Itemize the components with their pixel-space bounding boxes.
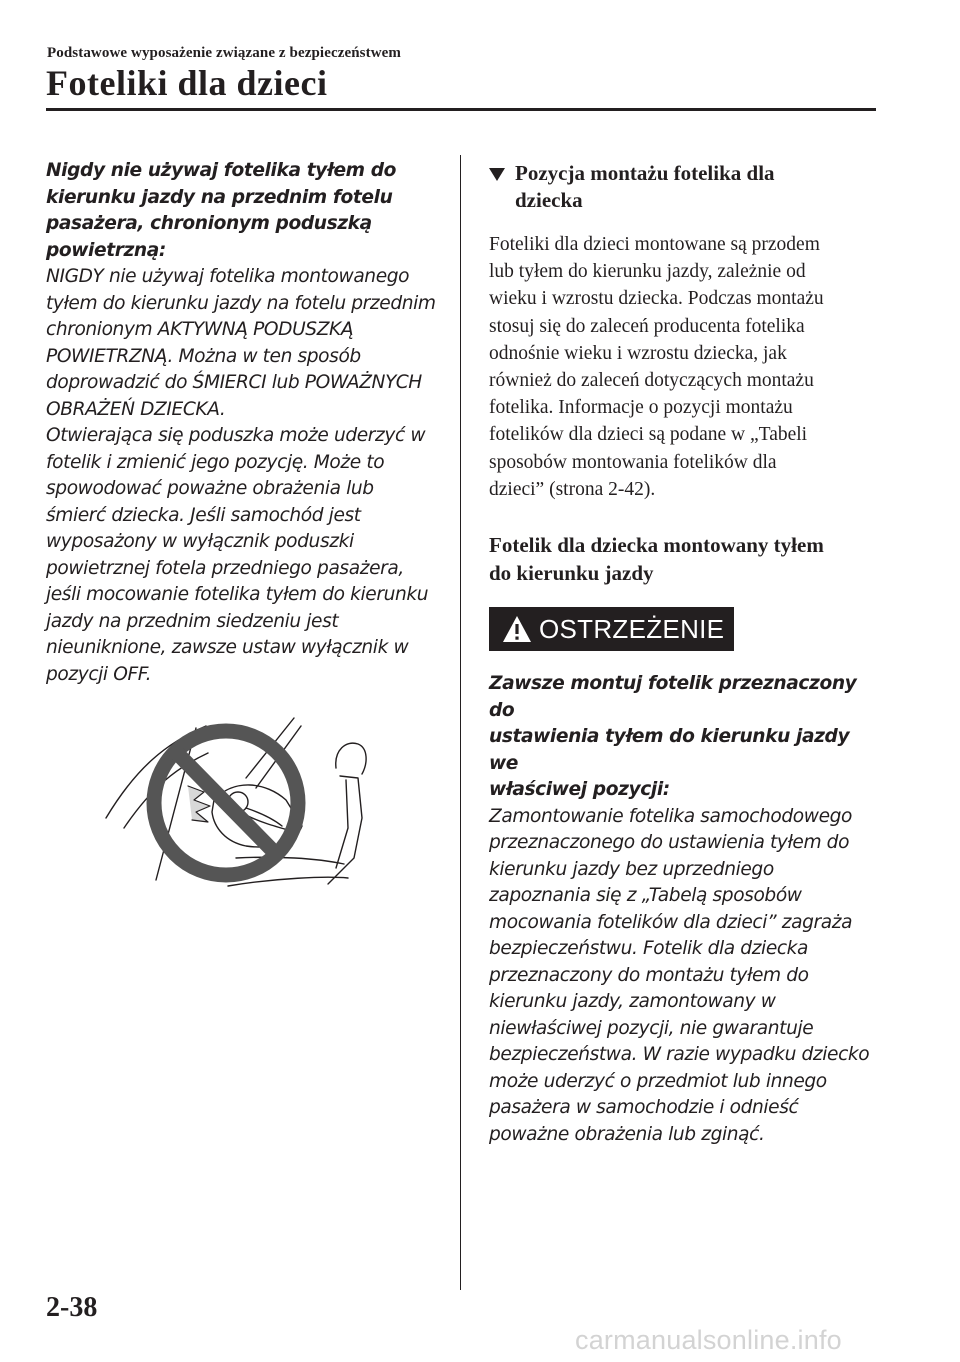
sub-heading xyxy=(489,531,881,587)
text-line: bezpieczeństwa. W razie wypadku dziecko xyxy=(489,1044,870,1066)
text-line: niewłaściwej pozycji, nie gwarantuje xyxy=(489,1017,814,1039)
left-warning-title xyxy=(46,158,438,264)
text-line: do kierunku jazdy xyxy=(489,561,654,586)
seat-back-inner xyxy=(336,780,348,868)
text-line: może uderzyć o przedmiot lub innego xyxy=(489,1070,827,1092)
text-line: Zamontowanie fotelika samochodowego xyxy=(489,805,852,827)
warning-badge xyxy=(489,607,734,651)
text-line: pasażera, chronionym poduszką xyxy=(46,213,372,234)
left-warning-body xyxy=(46,264,438,688)
section-heading-text xyxy=(515,160,775,214)
text-line: Fotelik dla dziecka montowany tyłem xyxy=(489,533,824,558)
text-line: kierunku jazdy bez uprzedniego xyxy=(489,858,774,880)
text-line: lub tyłem do kierunku jazdy, zależnie od xyxy=(489,261,806,283)
text-line: wyposażony w wyłącznik poduszki xyxy=(46,531,354,552)
text-line: poważne obrażenia lub zginąć. xyxy=(489,1123,765,1145)
badge-label: OSTRZEŻENIE xyxy=(539,613,725,644)
text-line: NIGDY nie używaj fotelika montowanego xyxy=(46,266,410,287)
right-warning-body xyxy=(489,804,881,1149)
text-line: zapoznania się z „Tabelą sposobów xyxy=(489,885,802,907)
text-line: jazdy na przednim siedzeniu jest xyxy=(46,610,339,632)
text-line: powietrznej fotela przedniego pasażera, xyxy=(46,557,404,579)
warning-triangle-icon xyxy=(501,614,533,644)
text-line: OBRAŻEŃ DZIECKA. xyxy=(46,398,226,420)
text-line: pasażera w samochodzie i odnieść xyxy=(489,1097,799,1119)
text-line: pozycji OFF. xyxy=(46,663,152,685)
text-line: nieuniknione, zawsze ustaw wyłącznik w xyxy=(46,637,409,658)
left-column xyxy=(46,158,438,688)
page-title: Foteliki dla dzieci xyxy=(46,63,328,103)
text-line: dziecka xyxy=(515,188,583,212)
text-line: śmierć dziecka. Jeśli samochód jest xyxy=(46,504,361,526)
headrest xyxy=(336,743,366,774)
text-line: fotelika. Informacje o pozycji montażu xyxy=(489,397,793,419)
header-kicker: Podstawowe wyposażenie związane z bezpieczeństwem xyxy=(47,45,401,61)
text-line: dzieci” (strona 2-42). xyxy=(489,478,656,500)
text-line: mocowania fotelików dla dzieci” zagraża xyxy=(489,911,853,933)
text-line: powietrzną: xyxy=(46,239,166,261)
text-line: stosuj się do zaleceń producenta fotelika xyxy=(489,315,805,337)
text-line: ustawienia tyłem do kierunku jazdy we xyxy=(489,726,850,774)
intro-paragraph xyxy=(489,231,881,503)
text-line: wieku i wzrostu dziecka. Podczas montażu xyxy=(489,288,824,310)
right-warning xyxy=(489,671,881,1148)
text-line: przeznaczonego do ustawienia tyłem do xyxy=(489,832,850,854)
text-line: Otwierająca się poduszka może uderzyć w xyxy=(46,425,426,446)
text-line: spowodować poważne obrażenia lub xyxy=(46,478,374,499)
text-line: odnośnie wieku i wzrostu dziecka, jak xyxy=(489,342,787,364)
watermark: carmanualsonline.info xyxy=(575,1325,842,1355)
text-line: chronionym AKTYWNĄ PODUSZKĄ xyxy=(46,319,354,340)
text-line: fotelików dla dzieci są podane w „Tabeli xyxy=(489,424,808,446)
header-divider xyxy=(46,108,876,111)
right-warning-title xyxy=(489,671,881,804)
text-line: doprowadzić do ŚMIERCI lub POWAŻNYCH xyxy=(46,372,422,393)
text-line: kierunku jazdy, zamontowany w xyxy=(489,991,776,1013)
text-line: POWIETRZNĄ. Można w ten sposób xyxy=(46,345,361,367)
column-divider xyxy=(460,155,461,1290)
text-line: kierunku jazdy na przednim fotelu xyxy=(46,186,393,208)
right-column xyxy=(489,160,881,1148)
prohibited-rear-facing-seat-illustration xyxy=(96,708,416,898)
down-triangle-icon xyxy=(489,168,505,181)
text-line: Zawsze montuj fotelik przeznaczony do xyxy=(489,673,857,721)
page-number: 2-38 xyxy=(46,1292,98,1323)
text-line: fotelik i zmienić jego pozycję. Może to xyxy=(46,451,385,473)
text-line: również do zaleceń dotyczących montażu xyxy=(489,370,814,392)
section-heading xyxy=(489,160,881,214)
text-line: jeśli mocowanie fotelika tyłem do kierunku xyxy=(46,584,429,605)
text-line: właściwej pozycji: xyxy=(489,779,670,801)
text-line: przeznaczony do montażu tyłem do xyxy=(489,964,809,986)
text-line: Nigdy nie używaj fotelika tyłem do xyxy=(46,160,397,181)
text-line: tyłem do kierunku jazdy na fotelu przednim xyxy=(46,292,436,314)
text-line: bezpieczeństwu. Fotelik dla dziecka xyxy=(489,938,809,960)
text-line: sposobów montowania fotelików dla xyxy=(489,451,777,473)
seat-back xyxy=(328,776,362,884)
text-line: Pozycja montażu fotelika dla xyxy=(515,161,775,185)
text-line: Foteliki dla dzieci montowane są przodem xyxy=(489,234,820,255)
